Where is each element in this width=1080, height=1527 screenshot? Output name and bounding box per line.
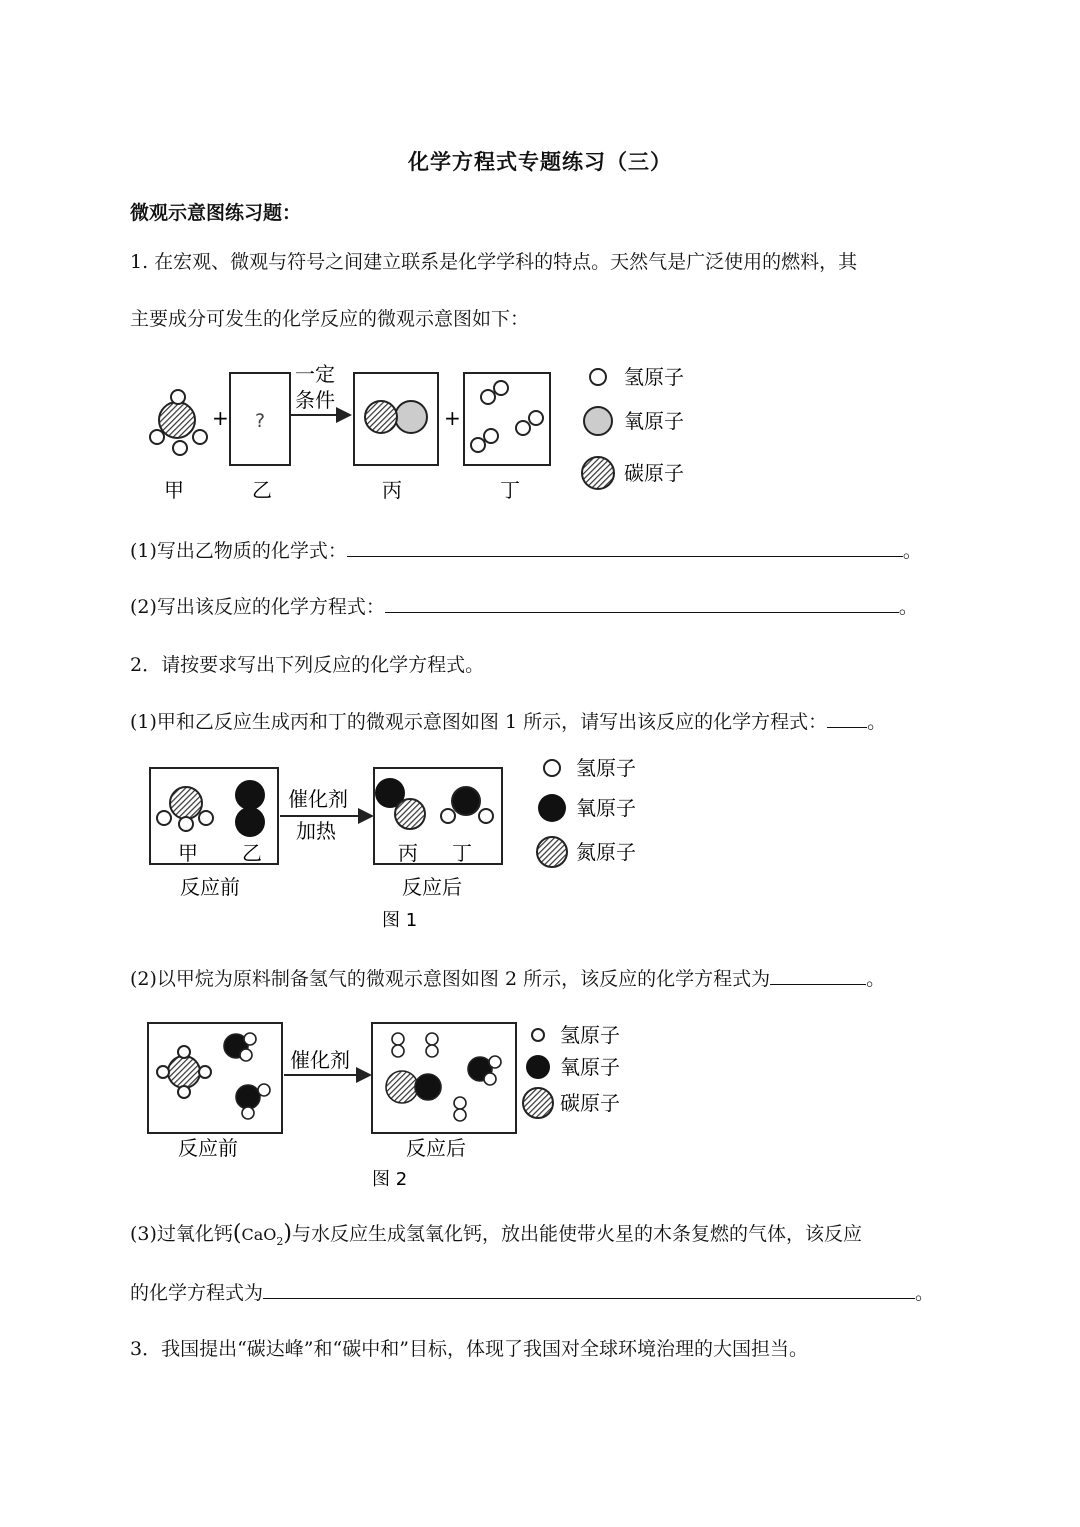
period: 。 xyxy=(898,596,918,618)
fig1-label-yi: 乙 xyxy=(242,841,262,865)
fig1-after-label: 反应后 xyxy=(402,875,462,899)
section-heading: 微观示意图练习题： xyxy=(130,202,302,224)
q2-sub2 xyxy=(130,964,885,991)
q1-sub2-text: (2)写出该反应的化学方程式： xyxy=(130,596,385,618)
condition-text-1: 一定 xyxy=(295,362,335,386)
fig2-legend-oxygen: 氧原子 xyxy=(560,1055,620,1079)
label-yi: 乙 xyxy=(252,478,272,502)
methane-molecule xyxy=(150,390,207,455)
legend-oxygen: 氧原子 xyxy=(624,409,684,433)
fig1-legend-nitrogen: 氮原子 xyxy=(576,840,636,864)
q1-sub2 xyxy=(130,592,918,619)
fig1-label-bing: 丙 xyxy=(398,841,418,865)
period: 。 xyxy=(915,1282,935,1304)
q2-sub3-b: 与水反应生成氢氧化钙，放出能使带火星的木条复燃的气体，该反应 xyxy=(292,1223,863,1245)
q2-sub2-text: (2)以甲烷为原料制备氢气的微观示意图如图 2 所示，该反应的化学方程式为 xyxy=(130,968,771,990)
fig2-legend-hydrogen: 氢原子 xyxy=(560,1023,620,1047)
legend-hydrogen-icon xyxy=(590,369,606,385)
formula-subscript: 2 xyxy=(276,1234,284,1248)
q3-text: 3．我国提出“碳达峰”和“碳中和”目标，体现了我国对全球环境治理的大国担当。 xyxy=(130,1338,808,1360)
fig2-legend-carbon-icon xyxy=(523,1088,553,1118)
fig1-label-ding: 丁 xyxy=(452,841,472,865)
fig2-legend-hydrogen-icon xyxy=(532,1029,544,1041)
q2-sub3-line1: (3)过氧化钙(CaO$_2$)与水反应生成氢氧化钙，放出能使带火星的木条复燃的气体，该反应 xyxy=(130,1221,863,1248)
fig2-legend-carbon: 碳原子 xyxy=(560,1091,620,1115)
figure-1 xyxy=(140,748,680,938)
q1-sub1 xyxy=(130,536,922,563)
answer-blank-q2-3[interactable] xyxy=(263,1278,915,1299)
fig1-caption: 图 1 xyxy=(382,910,418,931)
label-ding: 丁 xyxy=(500,478,520,502)
figure-2 xyxy=(140,1015,660,1195)
answer-blank-q1-1[interactable] xyxy=(347,536,903,557)
page-title: 化学方程式专题练习（三） xyxy=(408,149,672,174)
legend-carbon: 碳原子 xyxy=(624,461,684,485)
fig2-caption: 图 2 xyxy=(372,1169,408,1190)
plus-sign-2: + xyxy=(444,406,461,430)
q2-text: 2．请按要求写出下列反应的化学方程式。 xyxy=(130,654,485,676)
answer-blank-q2-1[interactable] xyxy=(827,707,867,728)
q2-sub1-text: (1)甲和乙反应生成丙和丁的微观示意图如图 1 所示，请写出该反应的化学方程式： xyxy=(130,711,828,733)
answer-blank-q2-2[interactable] xyxy=(770,964,866,985)
period: 。 xyxy=(866,968,886,990)
fig1-cond2: 加热 xyxy=(296,819,336,843)
fig1-legend-hydrogen-icon xyxy=(544,760,560,776)
q2-sub3-a: (3)过氧化钙 xyxy=(130,1223,233,1245)
q2-sub3-line2-text: 的化学方程式为 xyxy=(130,1282,264,1304)
q2-sub1 xyxy=(130,707,886,734)
period: 。 xyxy=(902,540,922,562)
q1-text-line1: 1. 在宏观、微观与符号之间建立联系是化学学科的特点。天然气是广泛使用的燃料，其 xyxy=(130,251,858,273)
fig2-after-label: 反应后 xyxy=(406,1136,466,1160)
condition-text-2: 条件 xyxy=(295,388,335,412)
label-bing: 丙 xyxy=(382,478,402,502)
fig1-before-label: 反应前 xyxy=(180,875,240,899)
q1-figure xyxy=(130,355,730,505)
fig2-cond: 催化剂 xyxy=(290,1048,350,1072)
formula-cao2: CaO xyxy=(241,1225,277,1244)
q1-sub1-text: (1)写出乙物质的化学式： xyxy=(130,540,347,562)
fig1-legend-hydrogen: 氢原子 xyxy=(576,756,636,780)
unknown-mark: ? xyxy=(255,410,266,432)
plus-sign: + xyxy=(212,406,229,430)
legend-hydrogen: 氢原子 xyxy=(624,365,684,389)
fig1-label-jia: 甲 xyxy=(178,841,198,865)
period: 。 xyxy=(867,711,887,733)
fig2-before-label: 反应前 xyxy=(178,1136,238,1160)
q2-sub3-line2 xyxy=(130,1278,934,1305)
label-jia: 甲 xyxy=(164,478,184,502)
q1-text-line2: 主要成分可发生的化学反应的微观示意图如下： xyxy=(130,308,530,330)
fig2-legend-oxygen-icon xyxy=(526,1055,550,1079)
legend-oxygen-icon xyxy=(584,407,612,435)
answer-blank-q1-2[interactable] xyxy=(385,592,899,613)
fig1-cond1: 催化剂 xyxy=(288,787,348,811)
legend-carbon-icon xyxy=(582,457,614,489)
co-molecule-2 xyxy=(386,1071,441,1103)
fig1-legend-oxygen-icon xyxy=(538,794,566,822)
fig1-legend-nitrogen-icon xyxy=(537,837,567,867)
fig1-legend-oxygen: 氧原子 xyxy=(576,796,636,820)
